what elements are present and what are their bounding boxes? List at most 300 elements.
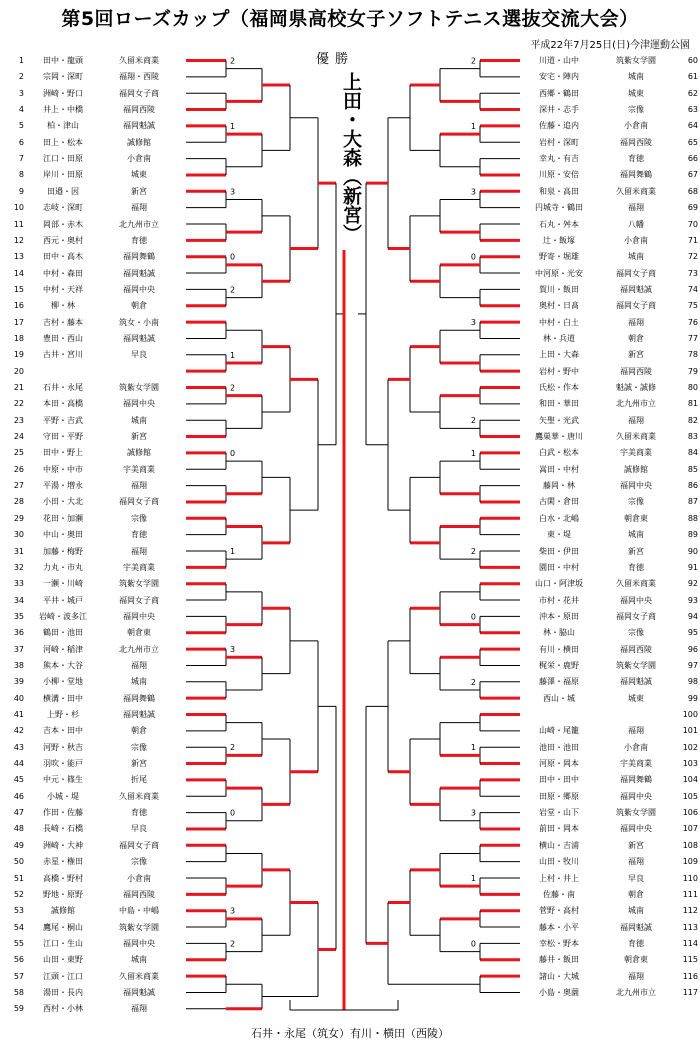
- entry-school: 宗像: [628, 628, 644, 638]
- entry-players: 藤井・飯田: [539, 955, 579, 965]
- match-score: 1: [470, 874, 476, 883]
- entry-number: 102: [682, 742, 698, 752]
- winner-label: 優勝: [316, 52, 355, 67]
- entry-school: 北九州市立: [119, 644, 159, 654]
- entry-number: 106: [682, 808, 698, 818]
- entry-number: 112: [682, 906, 698, 916]
- entry-number: 7: [18, 154, 24, 164]
- entry-number: 116: [682, 971, 698, 981]
- entry-number: 22: [13, 399, 24, 409]
- entry-school: 久留米商業: [616, 579, 656, 589]
- entry-number: 19: [13, 350, 24, 360]
- entry-players: 和田・華田: [539, 399, 579, 409]
- entry-players: 小城・堤: [47, 791, 79, 801]
- entry-players: 力丸・市丸: [43, 562, 83, 572]
- entry-players: 菅野・高村: [539, 906, 579, 916]
- entry-number: 60: [687, 56, 698, 65]
- entry-school: 福岡西陵: [620, 644, 652, 654]
- entry-school: 北九州市立: [119, 219, 159, 229]
- entry-players: 山田・牧川: [539, 857, 579, 867]
- entry-school: 福岡女子商: [119, 595, 159, 605]
- entry-number: 44: [13, 759, 24, 769]
- entry-school: 福岡中央: [123, 284, 155, 294]
- entry-school: 福翔: [131, 203, 147, 213]
- entry-number: 77: [687, 333, 698, 343]
- entry-school: 宗像: [131, 742, 147, 752]
- entry-school: 福岡女子商: [119, 497, 159, 507]
- entry-school: 福翔: [628, 971, 644, 981]
- entry-number: 99: [687, 693, 698, 703]
- entry-players: 円城寺・鶴田: [535, 203, 583, 213]
- entry-number: 11: [13, 219, 24, 229]
- entry-players: 中村・白土: [539, 317, 579, 327]
- entry-players: 鶴田・池田: [43, 628, 83, 638]
- match-score: 2: [230, 743, 236, 753]
- entry-school: 福岡女子商: [616, 268, 656, 278]
- entry-players: 中元・篠生: [43, 775, 83, 785]
- entry-school: 福岡女子商: [616, 301, 656, 311]
- entry-number: 62: [687, 88, 698, 98]
- entry-number: 3: [18, 88, 24, 98]
- entry-number: 39: [13, 677, 24, 687]
- entry-players: 岩村・野中: [539, 366, 579, 376]
- entry-school: 宇美商業: [620, 759, 652, 769]
- entry-players: 山田・東野: [43, 955, 83, 965]
- entry-school: 福岡女子商: [119, 840, 159, 850]
- entry-number: 48: [13, 824, 24, 834]
- entry-players: 小田・大北: [43, 497, 83, 507]
- entry-number: 103: [682, 759, 698, 769]
- entry-players: 田中・高木: [43, 252, 83, 262]
- entry-number: 17: [13, 317, 24, 327]
- entry-school: 宇美商業: [123, 464, 155, 474]
- entry-players: 柏・津山: [47, 121, 79, 131]
- entry-number: 95: [687, 628, 698, 638]
- entry-number: 24: [13, 432, 24, 442]
- entry-players: 西村・小林: [43, 1004, 83, 1014]
- entry-number: 54: [13, 922, 24, 932]
- entry-players: 志岐・深町: [43, 203, 83, 213]
- entry-school: 福岡魁誠: [123, 987, 155, 997]
- entry-number: 111: [682, 889, 698, 899]
- entry-players: 守田・平野: [43, 432, 83, 442]
- entry-players: 洲崎・大神: [43, 840, 83, 850]
- entry-school: 福岡西陵: [620, 366, 652, 376]
- entry-number: 114: [682, 938, 698, 948]
- entry-number: 58: [13, 987, 24, 997]
- entry-players: 嵩田・中村: [539, 464, 579, 474]
- entry-players: 藤岡・林: [543, 481, 575, 491]
- entry-school: 城南: [628, 252, 644, 262]
- entry-players: 洲崎・野口: [43, 88, 83, 98]
- entry-school: 朝倉東: [624, 513, 648, 523]
- entry-number: 78: [687, 350, 698, 360]
- entry-players: 平野・吉武: [43, 415, 83, 425]
- entry-number: 32: [13, 562, 24, 572]
- entry-number: 86: [687, 481, 698, 491]
- entry-players: 安宅・陣内: [539, 72, 579, 82]
- entry-players: 池田・池田: [539, 742, 579, 752]
- entry-players: 岡部・赤木: [43, 219, 83, 229]
- entry-school: 城南: [628, 530, 644, 540]
- entry-number: 63: [687, 105, 698, 115]
- entry-number: 94: [687, 611, 698, 621]
- entry-number: 59: [13, 1004, 24, 1014]
- entry-number: 25: [13, 448, 24, 458]
- match-score: 2: [230, 56, 236, 66]
- entry-players: 鷹尾・桐山: [43, 922, 83, 932]
- match-score: 2: [470, 56, 476, 66]
- entry-players: 上田・大森: [539, 350, 579, 360]
- entry-number: 104: [682, 775, 698, 785]
- entry-players: 加藤・梅野: [43, 546, 83, 556]
- entry-school: 新宮: [131, 432, 147, 442]
- entry-school: 久留米商業: [119, 971, 159, 981]
- entry-school: 育徳: [131, 235, 147, 245]
- entry-school: 新宮: [628, 350, 644, 360]
- entry-number: 52: [13, 889, 24, 899]
- entry-number: 46: [13, 791, 24, 801]
- match-score: 2: [230, 285, 236, 295]
- entry-number: 72: [687, 252, 698, 262]
- entry-players: 高橋・野村: [43, 873, 83, 883]
- entry-number: 85: [687, 464, 698, 474]
- entry-players: 中河原・光安: [535, 268, 583, 278]
- match-score: 0: [230, 448, 236, 458]
- entry-number: 45: [13, 775, 24, 785]
- entry-number: 57: [13, 971, 24, 981]
- entry-players: 沖本・原田: [539, 611, 579, 621]
- entry-players: 古閑・倉田: [539, 497, 579, 507]
- entry-players: 一瀬・川崎: [43, 579, 83, 589]
- entry-school: 筑紫女学園: [119, 922, 159, 932]
- entry-school: 福岡魁誠: [123, 333, 155, 343]
- entry-school: 福翔: [131, 660, 147, 670]
- entry-players: 賀川・飯田: [539, 284, 579, 294]
- entry-players: 中村・天祥: [43, 284, 83, 294]
- entry-school: 福岡魁誠: [123, 268, 155, 278]
- entry-number: 1: [18, 56, 24, 65]
- entry-players: 吉本・田中: [43, 726, 83, 736]
- entry-school: 筑紫女学園: [616, 808, 656, 818]
- entry-players: 中原・中市: [43, 464, 83, 474]
- entry-number: 13: [13, 252, 24, 262]
- entry-players: 矢聖・光武: [539, 415, 579, 425]
- entry-number: 79: [687, 366, 698, 376]
- entry-number: 49: [13, 840, 24, 850]
- entry-school: 福岡中央: [620, 824, 652, 834]
- entry-players: 湯田・長内: [43, 987, 83, 997]
- entry-players: 赤星・権田: [43, 857, 83, 867]
- entry-school: 北九州市立: [616, 399, 656, 409]
- entry-players: 岩崎・波多江: [39, 611, 87, 621]
- entry-players: 宗岡・深町: [43, 72, 83, 82]
- entry-players: 藤澤・福原: [539, 677, 579, 687]
- entry-school: 育徳: [628, 562, 644, 572]
- entry-school: 久留米商業: [119, 56, 159, 65]
- entry-school: 宇美商業: [123, 562, 155, 572]
- entry-players: 梶栄・鹿野: [539, 660, 579, 670]
- entry-number: 110: [682, 873, 698, 883]
- entry-number: 56: [13, 955, 24, 965]
- entry-players: 諸山・大城: [539, 971, 579, 981]
- entry-players: 作田・佐藤: [43, 808, 83, 818]
- entry-players: 幸松・野本: [539, 938, 579, 948]
- match-score: 2: [470, 416, 476, 426]
- match-score: 0: [470, 939, 476, 949]
- entry-school: 誠修館: [624, 464, 648, 474]
- entry-school: 福岡舞鶴: [620, 170, 652, 180]
- champion-name: 上田・大森（新宮）: [340, 72, 362, 243]
- entry-school: 小倉南: [624, 235, 648, 245]
- entry-players: 吉村・藤本: [43, 317, 83, 327]
- match-score: 0: [230, 808, 236, 818]
- entry-players: 江口・田原: [43, 154, 83, 164]
- entry-number: 8: [18, 170, 24, 180]
- entry-players: 本田・高橋: [43, 399, 83, 409]
- entry-players: 河原・岡本: [539, 759, 579, 769]
- entry-players: 河崎・稲津: [43, 644, 83, 654]
- entry-school: 新宮: [131, 759, 147, 769]
- match-score: 3: [470, 187, 476, 197]
- entry-school: 朝倉: [628, 889, 644, 899]
- entry-number: 98: [687, 677, 698, 687]
- entry-number: 91: [687, 562, 698, 572]
- entry-players: 江口・生山: [43, 938, 83, 948]
- entry-number: 18: [13, 333, 24, 343]
- entry-school: 城南: [131, 415, 147, 425]
- entry-school: 福岡女子商: [616, 611, 656, 621]
- match-score: 1: [230, 350, 236, 360]
- entry-number: 88: [687, 513, 698, 523]
- entry-number: 12: [13, 235, 24, 245]
- match-score: 0: [230, 252, 236, 262]
- entry-players: 林・兵道: [543, 333, 575, 343]
- entry-players: 山口・阿津坂: [535, 579, 583, 589]
- entry-number: 5: [18, 121, 24, 131]
- entry-school: 魁誠・誠修: [616, 383, 656, 392]
- entry-school: 城南: [628, 72, 644, 82]
- entry-school: 久留米商業: [616, 432, 656, 442]
- match-score: 1: [230, 121, 236, 131]
- entry-players: 田中・龍頭: [43, 56, 83, 65]
- entry-school: 福岡舞鶴: [620, 775, 652, 785]
- entry-school: 福岡魁誠: [123, 121, 155, 131]
- entry-school: 久留米商業: [616, 186, 656, 196]
- entry-number: 51: [13, 873, 24, 883]
- entry-players: 有川・横田: [539, 644, 579, 654]
- entry-players: 豊田・西山: [43, 333, 83, 343]
- entry-number: 15: [13, 284, 24, 294]
- entry-players: 東・堤: [547, 530, 571, 540]
- entry-players: 田原・郷原: [539, 791, 579, 801]
- entry-number: 81: [687, 399, 698, 409]
- entry-school: 城南: [131, 955, 147, 965]
- entry-number: 14: [13, 268, 24, 278]
- entry-number: 43: [13, 742, 24, 752]
- entry-number: 73: [687, 268, 698, 278]
- entry-school: 福翔: [628, 857, 644, 867]
- entry-number: 10: [13, 203, 24, 213]
- entry-players: 幸丸・有吉: [539, 154, 579, 164]
- entry-players: 佐藤・南: [543, 889, 575, 899]
- entry-school: 育徳: [131, 808, 147, 818]
- entry-players: 川道・山中: [539, 56, 579, 65]
- entry-school: 育徳: [131, 530, 147, 540]
- entry-school: 北九州市立: [616, 987, 656, 997]
- entry-players: 川原・安倍: [539, 170, 579, 180]
- entry-number: 4: [18, 105, 24, 115]
- entry-school: 久留米商業: [119, 791, 159, 801]
- entry-number: 26: [13, 464, 24, 474]
- entry-number: 68: [687, 186, 698, 196]
- entry-number: 75: [687, 301, 698, 311]
- entry-number: 16: [13, 301, 24, 311]
- entry-players: 横溝・田中: [43, 693, 83, 703]
- entry-players: 柳・林: [51, 301, 75, 311]
- entry-school: 小倉南: [127, 873, 151, 883]
- entry-players: 佐藤・追内: [539, 121, 579, 131]
- match-score: 1: [470, 121, 476, 131]
- entry-school: 宗像: [628, 497, 644, 507]
- entry-players: 上村・井上: [539, 873, 579, 883]
- entry-number: 87: [687, 497, 698, 507]
- entry-number: 84: [687, 448, 698, 458]
- entry-school: 城東: [628, 693, 644, 703]
- entry-school: 福翔: [628, 726, 644, 736]
- entry-players: 西郷・鶴田: [539, 88, 579, 98]
- entry-number: 2: [18, 72, 24, 82]
- entry-number: 38: [13, 660, 24, 670]
- entry-players: 小島・奥薗: [539, 987, 579, 997]
- entry-school: 福翔・西陵: [119, 72, 159, 82]
- entry-players: 江頭・江口: [43, 971, 83, 981]
- entry-school: 朝倉: [131, 726, 147, 736]
- entry-number: 107: [682, 824, 698, 834]
- match-score: 1: [230, 547, 236, 556]
- entry-number: 101: [682, 726, 698, 736]
- entry-players: 鷹巣華・唐川: [535, 432, 583, 442]
- entry-school: 筑紫女学園: [119, 383, 159, 392]
- entry-players: 上野・杉: [47, 710, 79, 719]
- match-score: 3: [470, 318, 476, 328]
- page-title: 第5回ローズカップ（福岡県高校女子ソフトテニス選抜交流大会）: [61, 8, 639, 30]
- entry-players: 深井・志手: [539, 105, 579, 115]
- entry-number: 47: [13, 808, 24, 818]
- entry-school: 小倉南: [127, 154, 151, 164]
- entry-school: 小倉南: [624, 742, 648, 752]
- entry-players: 前田・岡本: [539, 824, 579, 834]
- entry-school: 福翔: [628, 203, 644, 213]
- entry-school: 誠修館: [127, 137, 151, 147]
- entry-number: 93: [687, 595, 698, 605]
- entry-school: 福岡中央: [620, 481, 652, 491]
- entry-players: 平湯・増永: [43, 481, 83, 491]
- entry-number: 27: [13, 481, 24, 491]
- entry-school: 福岡魁誠: [620, 922, 652, 932]
- match-score: 0: [470, 612, 476, 622]
- entry-number: 42: [13, 726, 24, 736]
- entry-number: 50: [13, 857, 24, 867]
- entry-players: 山崎・尾籠: [539, 726, 579, 736]
- entry-players: 西元・奥村: [43, 235, 83, 245]
- entry-school: 折尾: [131, 775, 147, 785]
- entry-school: 早良: [628, 873, 644, 883]
- entry-school: 福岡中央: [123, 399, 155, 409]
- entry-number: 74: [687, 284, 698, 294]
- match-score: 3: [470, 808, 476, 818]
- entry-school: 新宮: [628, 840, 644, 850]
- entry-number: 83: [687, 432, 698, 442]
- entry-players: 柴田・伊田: [539, 546, 579, 556]
- entry-players: 岩堂・山下: [539, 808, 579, 818]
- entry-school: 城南: [131, 677, 147, 687]
- entry-players: 長崎・石橋: [43, 824, 83, 834]
- entry-school: 筑紫女学園: [119, 579, 159, 589]
- entry-number: 40: [13, 693, 24, 703]
- entry-school: 福翔: [628, 317, 644, 327]
- entry-school: 城南: [628, 906, 644, 916]
- entry-players: 河野・秋吉: [43, 742, 83, 752]
- match-score: 3: [230, 906, 236, 916]
- entry-school: 宗像: [131, 513, 147, 523]
- entry-number: 55: [13, 938, 24, 948]
- entry-players: 市村・花井: [539, 595, 579, 605]
- entry-number: 109: [682, 857, 698, 867]
- entry-players: 園田・中村: [539, 562, 579, 572]
- entry-number: 113: [682, 922, 698, 932]
- entry-school: 福岡魁誠: [620, 284, 652, 294]
- entry-players: 田邉・因: [47, 186, 79, 196]
- entry-players: 中村・森田: [43, 268, 83, 278]
- entry-number: 61: [687, 72, 698, 82]
- match-score: 2: [230, 383, 236, 393]
- entry-school: 福翔: [131, 1004, 147, 1014]
- entry-school: 宇美商業: [620, 448, 652, 458]
- match-score: 2: [470, 547, 476, 556]
- entry-number: 96: [687, 644, 698, 654]
- match-score: 3: [230, 645, 236, 655]
- entry-school: 筑女・小南: [119, 317, 159, 327]
- entry-number: 21: [13, 383, 24, 392]
- entry-school: 福岡魁誠: [620, 677, 652, 687]
- entry-school: 福岡魁誠: [123, 710, 155, 719]
- entry-players: 氏松・作本: [539, 383, 579, 392]
- entry-number: 64: [687, 121, 698, 131]
- entry-school: 福岡女子商: [119, 88, 159, 98]
- match-score: 2: [230, 939, 236, 949]
- event-date: 平成22年7月25日(日)今津運動公園: [530, 40, 690, 51]
- entry-school: 筑紫女学園: [616, 660, 656, 670]
- entry-players: 白水・北嶋: [539, 513, 579, 523]
- entry-players: 羽吹・能戸: [43, 759, 83, 769]
- entry-number: 82: [687, 415, 698, 425]
- entry-number: 89: [687, 530, 698, 540]
- entry-school: 福岡中央: [620, 595, 652, 605]
- entry-players: 古井・宮川: [43, 350, 83, 360]
- entry-number: 41: [13, 710, 24, 719]
- entry-players: 石丸・舛本: [539, 219, 579, 229]
- entry-players: 辻・飯塚: [543, 235, 575, 245]
- entry-school: 朝倉: [131, 301, 147, 311]
- entry-school: 八幡: [628, 219, 644, 229]
- entry-players: 石井・永尾: [43, 383, 83, 392]
- entry-number: 70: [687, 219, 698, 229]
- entry-players: 熊本・大谷: [43, 660, 83, 670]
- entry-school: 福岡西陵: [620, 137, 652, 147]
- entry-school: 早良: [131, 350, 147, 360]
- entry-players: 田上・松本: [43, 137, 83, 147]
